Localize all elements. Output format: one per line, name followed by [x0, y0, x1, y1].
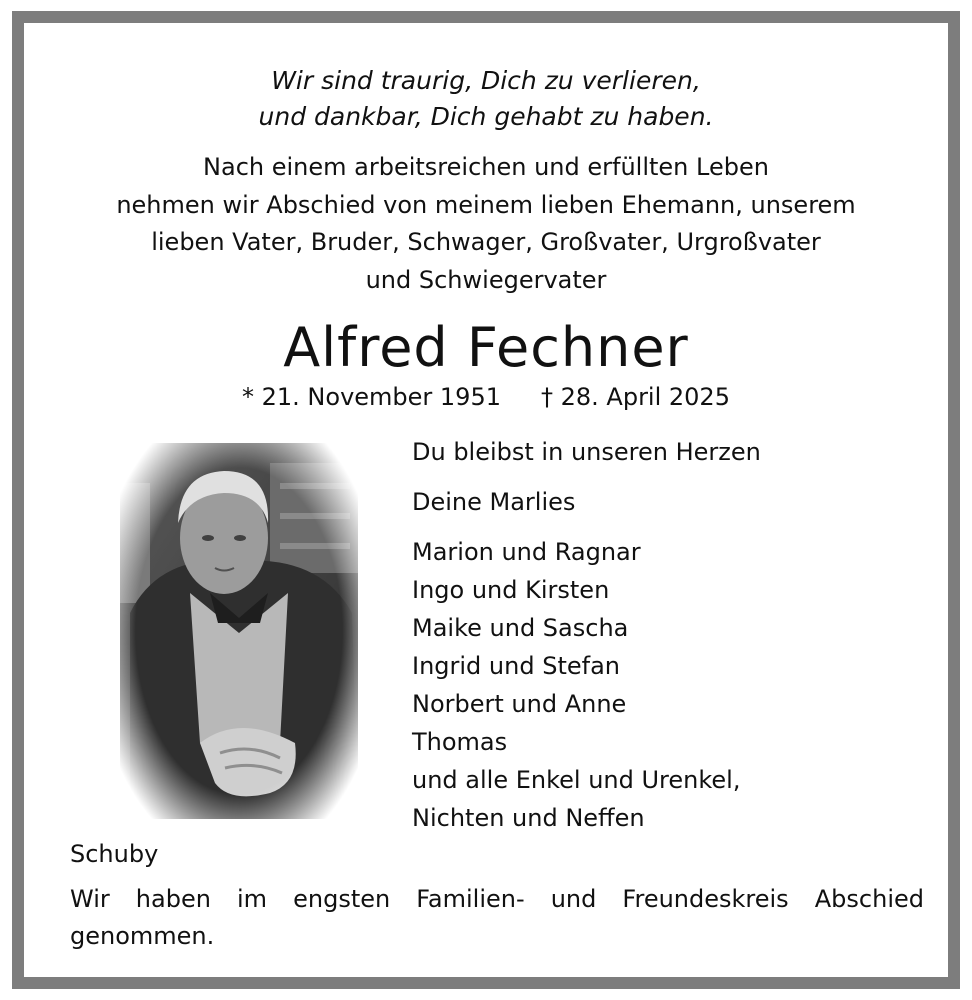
- family-member: Thomas: [412, 728, 508, 756]
- death-date: † 28. April 2025: [540, 383, 730, 411]
- family-member: Nichten und Neffen: [412, 804, 645, 832]
- family-signatures: [412, 433, 932, 837]
- obituary-frame: [12, 11, 960, 989]
- motto-line-2: und dankbar, Dich gehabt zu haben.: [258, 102, 714, 131]
- motto: [24, 63, 948, 135]
- farewell-line: Du bleibst in unseren Herzen: [412, 438, 761, 466]
- birth-date: * 21. November 1951: [242, 383, 501, 411]
- place-name: Schuby: [70, 840, 159, 868]
- family-member: Marion und Ragnar: [412, 538, 641, 566]
- family-member: Maike und Sascha: [412, 614, 629, 642]
- intro-line-2: nehmen wir Abschied von meinem lieben Ehemann, unserem: [116, 190, 856, 219]
- intro-line-1: Nach einem arbeitsreichen und erfüllten Leben: [203, 153, 769, 181]
- deceased-name: Alfred Fechner: [283, 316, 689, 379]
- portrait-illustration: [120, 443, 358, 819]
- family-member: Ingo und Kirsten: [412, 576, 610, 604]
- family-member: und alle Enkel und Urenkel,: [412, 766, 741, 794]
- obituary-content: [24, 23, 948, 977]
- intro-text: [24, 149, 948, 299]
- spouse-name: Deine Marlies: [412, 488, 576, 516]
- intro-line-3: lieben Vater, Bruder, Schwager, Großvater, Urgroßvater: [151, 228, 821, 256]
- family-member: Norbert und Anne: [412, 690, 627, 718]
- motto-line-1: Wir sind traurig, Dich zu verlieren,: [271, 66, 701, 95]
- family-member: Ingrid und Stefan: [412, 652, 620, 680]
- life-dates: [24, 379, 948, 415]
- footer-note: Wir haben im engsten Familien- und Freundeskreis Abschied genommen.: [70, 885, 924, 950]
- intro-line-4: und Schwiegervater: [365, 265, 607, 294]
- portrait-photo: [120, 443, 358, 819]
